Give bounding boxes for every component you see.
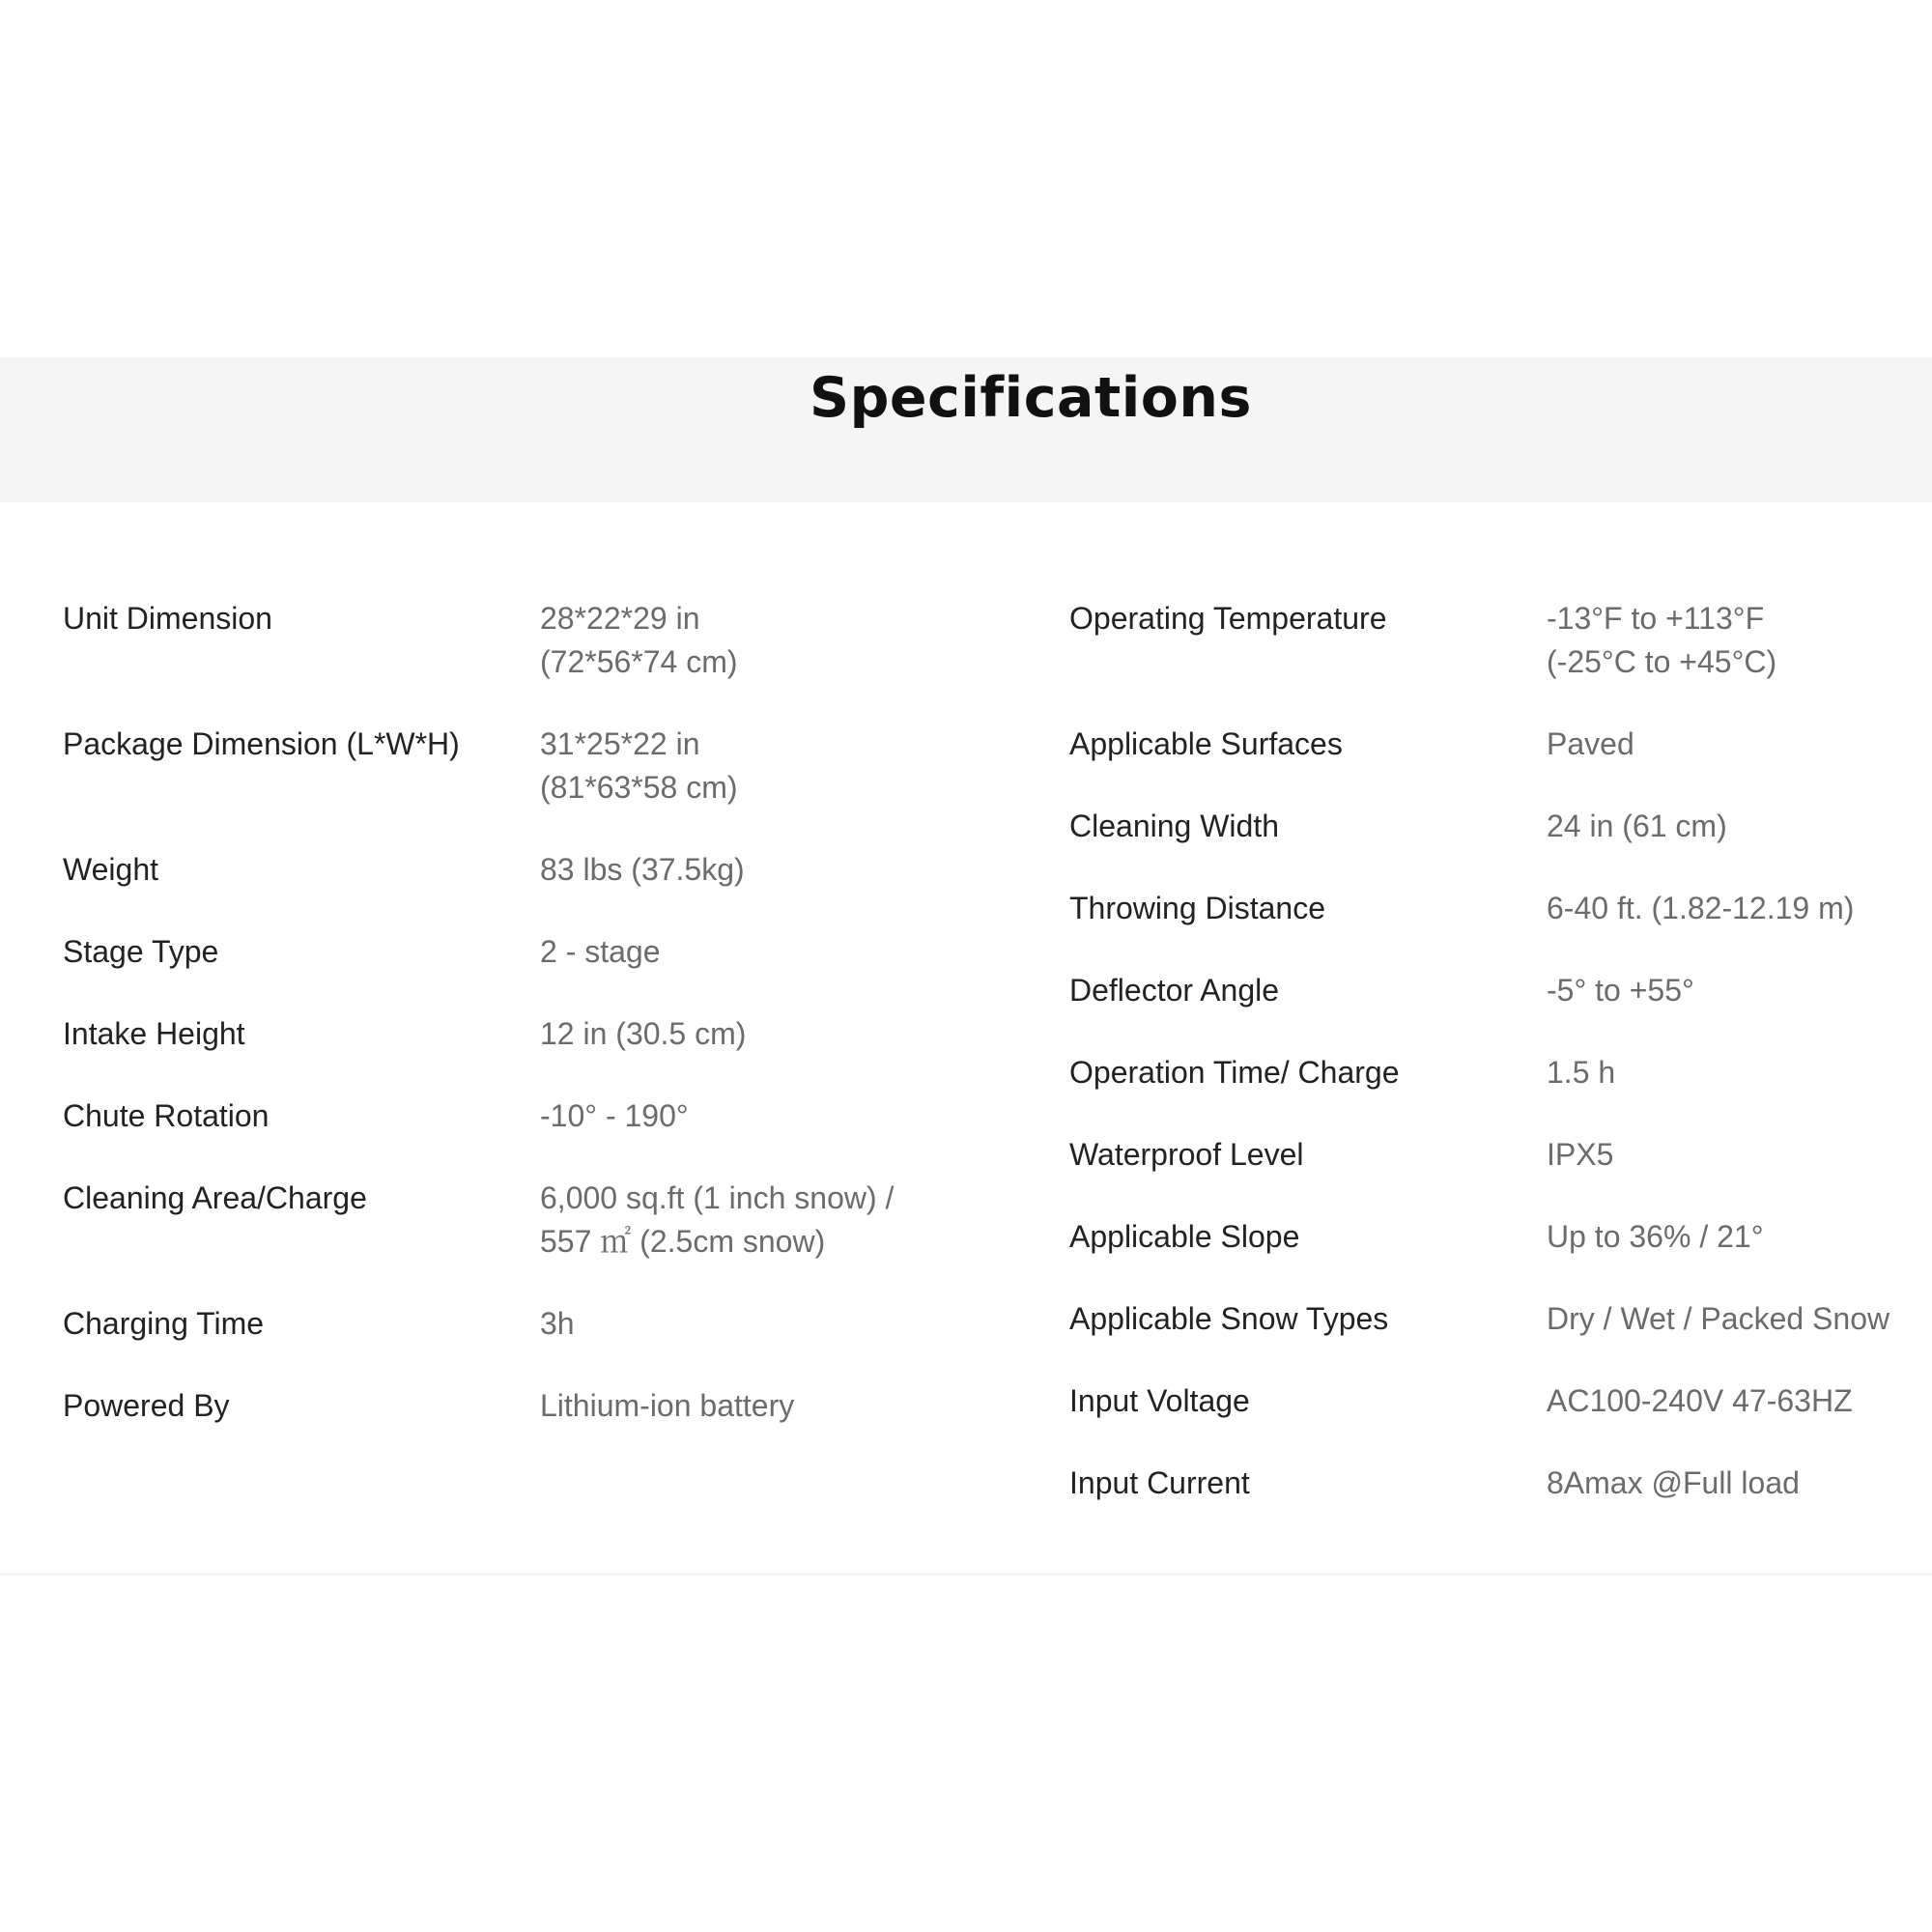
spec-value xyxy=(540,1094,946,1138)
spec-row xyxy=(1069,1215,1923,1259)
spec-label: Package Dimension (L*W*H) xyxy=(63,726,460,761)
spec-row xyxy=(63,1384,946,1428)
spec-value xyxy=(540,1302,946,1346)
spec-value-line: -10° - 190° xyxy=(540,1098,689,1133)
spec-row xyxy=(63,1012,946,1056)
spec-value-line: 1.5 h xyxy=(1547,1055,1616,1090)
spec-value-line: 24 in (61 cm) xyxy=(1547,809,1727,843)
spec-label: Input Voltage xyxy=(1069,1383,1250,1418)
spec-value-line: IPX5 xyxy=(1547,1137,1614,1172)
spec-value-line: 31*25*22 in xyxy=(540,726,700,761)
spec-value xyxy=(1547,723,1923,766)
spec-value-line: 6-40 ft. (1.82-12.19 m) xyxy=(1547,891,1855,925)
spec-value-line: -13°F to +113°F xyxy=(1547,601,1765,636)
spec-row xyxy=(63,848,946,892)
spec-value xyxy=(1547,1215,1923,1259)
spec-value-line: Dry / Wet / Packed Snow xyxy=(1547,1301,1890,1336)
spec-label: Throwing Distance xyxy=(1069,891,1325,925)
spec-label: Operation Time/ Charge xyxy=(1069,1055,1400,1090)
spec-row xyxy=(1069,1297,1923,1341)
spec-value-line: (81*63*58 cm) xyxy=(540,770,738,805)
spec-value-line: (-25°C to +45°C) xyxy=(1547,644,1777,679)
spec-value-line: Lithium-ion battery xyxy=(540,1388,795,1423)
spec-label: Input Current xyxy=(1069,1465,1250,1500)
spec-label: Weight xyxy=(63,852,159,887)
spec-value-line: -5° to +55° xyxy=(1547,973,1694,1008)
spec-value xyxy=(1547,969,1923,1012)
spec-value-line: Up to 36% / 21° xyxy=(1547,1219,1764,1254)
spec-row xyxy=(1069,597,1923,684)
spec-row xyxy=(63,1302,946,1346)
spec-value xyxy=(1547,1462,1923,1505)
section-divider xyxy=(0,1573,1932,1576)
spec-label: Applicable Snow Types xyxy=(1069,1301,1389,1336)
spec-value-line: 12 in (30.5 cm) xyxy=(540,1016,747,1051)
spec-label: Cleaning Width xyxy=(1069,809,1279,843)
spec-value-line: 3h xyxy=(540,1306,575,1341)
spec-value-line: 8Amax @Full load xyxy=(1547,1465,1800,1500)
spec-row xyxy=(1069,1051,1923,1094)
spec-label: Chute Rotation xyxy=(63,1098,270,1133)
spec-row xyxy=(63,597,946,684)
spec-row xyxy=(63,723,946,810)
spec-value xyxy=(1547,887,1923,930)
spec-value xyxy=(540,597,946,684)
spec-label: Deflector Angle xyxy=(1069,973,1280,1008)
spec-row xyxy=(63,1177,946,1264)
spec-column-left xyxy=(63,597,946,1466)
spec-label: Stage Type xyxy=(63,934,219,969)
spec-row xyxy=(1069,723,1923,766)
spec-value-line: 557 ㎡ (2.5cm snow) xyxy=(540,1224,826,1259)
spec-label: Applicable Surfaces xyxy=(1069,726,1343,761)
spec-value-line: (72*56*74 cm) xyxy=(540,644,738,679)
spec-value xyxy=(1547,1379,1923,1423)
spec-value xyxy=(540,930,946,974)
spec-value xyxy=(540,723,946,810)
spec-row xyxy=(1069,1462,1923,1505)
spec-column-right xyxy=(1069,597,1923,1544)
spec-label: Applicable Slope xyxy=(1069,1219,1300,1254)
spec-value-line: 83 lbs (37.5kg) xyxy=(540,852,745,887)
spec-value xyxy=(1547,1297,1923,1341)
spec-row xyxy=(1069,1379,1923,1423)
spec-value-line: AC100-240V 47-63HZ xyxy=(1547,1383,1853,1418)
spec-value-line: 2 - stage xyxy=(540,934,661,969)
spec-value xyxy=(540,1177,946,1264)
spec-label: Operating Temperature xyxy=(1069,601,1387,636)
spec-value xyxy=(1547,1051,1923,1094)
page-title: Specifications xyxy=(810,366,1252,430)
spec-label: Waterproof Level xyxy=(1069,1137,1304,1172)
spec-value xyxy=(540,848,946,892)
spec-label: Cleaning Area/Charge xyxy=(63,1180,367,1215)
spec-label: Powered By xyxy=(63,1388,230,1423)
spec-row xyxy=(1069,1133,1923,1177)
spec-label: Intake Height xyxy=(63,1016,245,1051)
spec-row xyxy=(1069,805,1923,848)
spec-value xyxy=(1547,805,1923,848)
spec-value-line: Paved xyxy=(1547,726,1634,761)
spec-label: Charging Time xyxy=(63,1306,265,1341)
spec-row xyxy=(1069,969,1923,1012)
spec-value xyxy=(1547,1133,1923,1177)
spec-value xyxy=(540,1012,946,1056)
spec-row xyxy=(1069,887,1923,930)
spec-value-line: 28*22*29 in xyxy=(540,601,700,636)
spec-label: Unit Dimension xyxy=(63,601,272,636)
spec-row xyxy=(63,930,946,974)
spec-row xyxy=(63,1094,946,1138)
spec-value xyxy=(540,1384,946,1428)
spec-value-line: 6,000 sq.ft (1 inch snow) / xyxy=(540,1180,895,1215)
spec-value xyxy=(1547,597,1923,684)
